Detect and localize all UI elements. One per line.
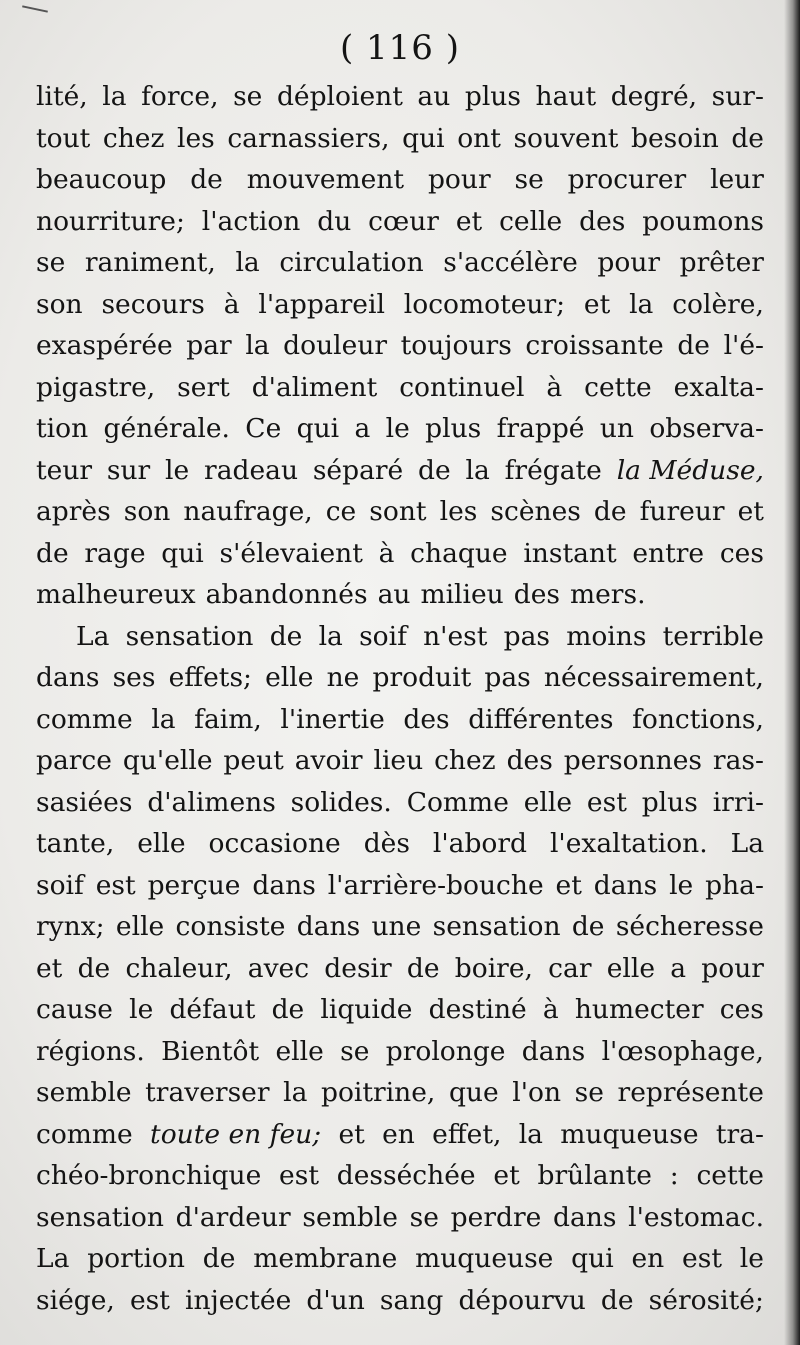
word: sur-: [711, 81, 764, 112]
text-line: [36, 201, 764, 243]
word: perçue: [147, 869, 241, 901]
word: chéo-bronchique: [36, 1160, 262, 1191]
word: s'élevaient: [219, 537, 363, 569]
word: ces: [719, 994, 764, 1025]
word: continuel: [399, 371, 525, 403]
word: terrible: [662, 620, 764, 652]
page-spine-shadow: [784, 0, 800, 1345]
word: scènes: [490, 496, 581, 527]
word: pigastre,: [36, 371, 156, 403]
word: carnassiers,: [227, 122, 390, 154]
word: fureur: [639, 496, 725, 527]
word: dans: [553, 1201, 617, 1233]
word: sensation: [432, 911, 561, 942]
word: dans: [593, 869, 658, 901]
word: plus: [464, 81, 521, 112]
text-line: [36, 1238, 764, 1280]
body-text: [36, 76, 764, 1321]
word: desséchée: [336, 1160, 476, 1191]
word: cause: [36, 994, 113, 1025]
word: qu'elle: [122, 745, 213, 776]
word: chez: [102, 122, 165, 154]
word: parce: [36, 745, 112, 776]
word: produit: [372, 662, 472, 693]
word: l'exaltation.: [549, 828, 708, 859]
word: avec: [247, 952, 310, 984]
text-line: [36, 740, 764, 782]
word: à: [546, 371, 563, 403]
word: la: [465, 454, 490, 486]
word: beaucoup: [36, 164, 167, 195]
word: son: [123, 496, 171, 527]
word: tion: [36, 413, 89, 444]
word: la: [151, 703, 176, 735]
word: se: [340, 1035, 370, 1067]
word: est: [279, 1160, 319, 1191]
word: chaleur,: [125, 952, 233, 984]
word: après: [36, 496, 111, 527]
word: nourriture;: [36, 205, 185, 237]
word: des: [403, 703, 450, 735]
word: tra-: [715, 1118, 764, 1150]
word: de: [571, 911, 605, 942]
word: occasione: [208, 828, 341, 859]
word: soif: [36, 869, 84, 901]
word: humecter: [574, 994, 704, 1025]
text-line: [36, 325, 764, 367]
word: la: [318, 620, 343, 652]
text-line: [36, 906, 764, 948]
word: elle: [606, 952, 656, 984]
word: cette: [696, 1160, 764, 1191]
word: de: [271, 994, 305, 1025]
word: destiné: [428, 994, 527, 1025]
word: milieu: [420, 579, 504, 610]
word: observa-: [649, 413, 764, 444]
word: le: [385, 413, 410, 444]
word: raniment,: [84, 247, 216, 278]
word: chaque: [410, 537, 508, 569]
word: la: [235, 247, 260, 278]
word: tout: [36, 122, 91, 154]
word: frégate: [504, 454, 602, 486]
word: ne: [326, 662, 360, 693]
word: locomoteur;: [403, 288, 566, 320]
word: force,: [141, 81, 219, 112]
word: à: [542, 994, 559, 1025]
word: perdre: [450, 1201, 542, 1233]
word: tante,: [36, 828, 115, 859]
word: et: [583, 288, 611, 320]
word: Bientôt: [161, 1035, 260, 1067]
word: dépourvu: [458, 1284, 586, 1316]
word: sur: [106, 454, 151, 486]
word: :: [669, 1160, 679, 1191]
word: radeau: [204, 454, 299, 486]
word: le: [669, 869, 694, 901]
word: se: [409, 1201, 439, 1233]
word: toujours: [400, 330, 512, 361]
word: générale.: [103, 413, 230, 444]
word: à: [378, 537, 395, 569]
word: les: [177, 122, 215, 154]
word: effet,: [432, 1118, 502, 1150]
word: elle: [137, 828, 186, 859]
word: douleur: [283, 330, 388, 361]
word: Comme: [406, 786, 509, 818]
text-line: [36, 1197, 764, 1239]
word: est: [586, 786, 627, 818]
word: muqueuse: [560, 1118, 699, 1150]
word: s'accélère: [443, 247, 578, 278]
text-line: [36, 491, 764, 533]
word: est: [95, 869, 136, 901]
word: la: [629, 288, 654, 320]
word: en: [382, 1118, 415, 1150]
word: l'estomac.: [628, 1201, 764, 1233]
word: une: [371, 911, 422, 942]
text-line: [36, 1155, 764, 1197]
word: abandonnés: [205, 579, 368, 610]
word: toute en feu;: [150, 1118, 322, 1150]
word: l'abord: [432, 828, 527, 859]
word: de: [731, 122, 764, 154]
word: qui: [161, 537, 204, 569]
word: se: [514, 164, 544, 195]
text-line: [36, 284, 764, 326]
word: d'aliment: [251, 371, 378, 403]
word: teur: [36, 454, 93, 486]
word: déploient: [276, 81, 403, 112]
text-line: [36, 782, 764, 824]
word: malheureux: [36, 579, 196, 610]
word: au: [417, 81, 451, 112]
word: la Méduse,: [616, 454, 764, 486]
word: l'on: [512, 1077, 562, 1108]
word: la: [102, 81, 127, 112]
word: irri-: [712, 786, 764, 818]
word: car: [548, 952, 592, 984]
word: séparé: [312, 454, 404, 486]
word: sont: [369, 496, 427, 527]
word: et: [493, 1160, 520, 1191]
word: degré,: [610, 81, 698, 112]
word: son: [36, 288, 83, 320]
word: que: [448, 1077, 499, 1108]
word: leur: [710, 164, 764, 195]
word: pour: [597, 247, 661, 278]
word: d'alimens: [147, 786, 276, 818]
word: le: [165, 454, 190, 486]
word: prolonge: [385, 1035, 506, 1067]
word: un: [599, 413, 634, 444]
word: représente: [617, 1077, 764, 1108]
word: le: [129, 994, 154, 1025]
word: celle: [499, 205, 563, 237]
text-line: [36, 948, 764, 990]
word: elle: [275, 1035, 324, 1067]
word: régions.: [36, 1035, 145, 1067]
word: croissante: [525, 330, 664, 361]
word: boire,: [454, 952, 533, 984]
ink-mark: [22, 5, 48, 12]
word: sensation: [36, 1201, 164, 1233]
word: défaut: [169, 994, 256, 1025]
word: elle: [265, 662, 314, 693]
word: comme: [36, 703, 133, 735]
word: souvent: [513, 122, 619, 154]
word: brûlante: [537, 1160, 652, 1191]
word: sasiées: [36, 786, 133, 818]
word: l'é-: [723, 330, 764, 361]
word: lité,: [36, 81, 88, 112]
word: à: [223, 288, 240, 320]
word: procurer: [567, 164, 687, 195]
word: de: [77, 952, 111, 984]
word: de: [36, 537, 69, 569]
word: ras-: [712, 745, 764, 776]
word: n'est: [423, 620, 488, 652]
word: moins: [566, 620, 647, 652]
word: se: [574, 1077, 604, 1108]
word: exaspérée: [36, 330, 173, 361]
text-line: [36, 1072, 764, 1114]
word: lieu: [373, 745, 424, 776]
word: en: [631, 1243, 665, 1274]
word: ont: [457, 122, 501, 154]
word: et: [455, 205, 483, 237]
word: les: [439, 496, 478, 527]
word: semble: [36, 1077, 132, 1108]
word: Ce: [245, 413, 282, 444]
word: est: [129, 1284, 170, 1316]
word: sécheresse: [615, 911, 764, 942]
word: qui: [402, 122, 445, 154]
word: elle: [115, 911, 165, 942]
word: pour: [427, 164, 491, 195]
word: de: [190, 164, 223, 195]
word: d'un: [306, 1284, 365, 1316]
word: de: [677, 330, 710, 361]
word: sensation: [125, 620, 254, 652]
text-line: [36, 408, 764, 450]
word: de: [600, 1284, 634, 1316]
word: exalta-: [673, 371, 764, 403]
word: mers.: [570, 579, 646, 610]
word: comme: [36, 1118, 133, 1150]
word: ce: [325, 496, 357, 527]
word: instant: [523, 537, 617, 569]
text-line: [36, 159, 764, 201]
word: est: [682, 1243, 722, 1274]
word: secours: [101, 288, 205, 320]
word: dans: [296, 911, 361, 942]
text-line: [36, 450, 764, 492]
word: la: [518, 1118, 543, 1150]
word: liquide: [320, 994, 413, 1025]
word: qui: [571, 1243, 614, 1274]
word: La: [36, 1243, 70, 1274]
word: dès: [363, 828, 410, 859]
word: prêter: [679, 247, 764, 278]
word: et: [737, 496, 764, 527]
word: de: [269, 620, 303, 652]
word: la: [283, 1077, 308, 1108]
word: l'arrière-bouche: [327, 869, 544, 901]
word: sérosité;: [648, 1284, 764, 1316]
word: poumons: [642, 205, 764, 237]
text-line: [36, 76, 764, 118]
word: peut: [223, 745, 284, 776]
text-line: [36, 989, 764, 1031]
text-line: [36, 1031, 764, 1073]
word: entre: [632, 537, 705, 569]
word: l'appareil: [258, 288, 385, 320]
text-line: [36, 823, 764, 865]
word: qui: [296, 413, 340, 444]
text-line: [36, 574, 764, 616]
text-line: [36, 1280, 764, 1322]
word: a: [670, 952, 687, 984]
word: des: [513, 579, 560, 610]
word: dans: [36, 662, 100, 693]
word: sert: [177, 371, 230, 403]
text-line: [36, 699, 764, 741]
word: circulation: [279, 247, 424, 278]
word: avoir: [294, 745, 363, 776]
word: l'œsophage,: [601, 1035, 764, 1067]
word: besoin: [631, 122, 719, 154]
text-line: [36, 118, 764, 160]
text-line: [36, 533, 764, 575]
word: personnes: [563, 745, 703, 776]
word: pha-: [705, 869, 764, 901]
word: semble: [302, 1201, 398, 1233]
word: injectée: [184, 1284, 292, 1316]
word: mouvement: [246, 164, 405, 195]
word: la: [245, 330, 270, 361]
word: et: [555, 869, 582, 901]
word: nécessairement,: [543, 662, 764, 693]
word: dans: [252, 869, 316, 901]
word: consiste: [175, 911, 286, 942]
text-line: [36, 1114, 764, 1156]
word: La: [730, 828, 764, 859]
page-number: ( 116 ): [339, 28, 461, 68]
word: faim,: [194, 703, 262, 735]
word: du: [317, 205, 352, 237]
word: effets;: [168, 662, 252, 693]
text-line: [36, 616, 764, 658]
word: des: [506, 745, 553, 776]
text-line: [36, 865, 764, 907]
word: cette: [584, 371, 652, 403]
word: solides.: [290, 786, 392, 818]
word: d'ardeur: [175, 1201, 291, 1233]
word: de: [202, 1243, 236, 1274]
word: différentes: [468, 703, 614, 735]
word: portion: [87, 1243, 185, 1274]
word: cœur: [368, 205, 439, 237]
word: frappé: [496, 413, 585, 444]
word: elle: [523, 786, 573, 818]
word: au: [377, 579, 411, 610]
word: sang: [379, 1284, 444, 1316]
word: haut: [535, 81, 597, 112]
word: l'action: [201, 205, 301, 237]
word: et: [338, 1118, 365, 1150]
word: poitrine,: [321, 1077, 436, 1108]
word: de: [418, 454, 451, 486]
text-line: [36, 367, 764, 409]
word: pas: [503, 620, 550, 652]
word: plus: [425, 413, 482, 444]
word: ses: [112, 662, 156, 693]
word: colère,: [672, 288, 764, 320]
word: par: [186, 330, 232, 361]
word: soif: [359, 620, 407, 652]
word: et: [36, 952, 63, 984]
word: de: [593, 496, 627, 527]
word: ces: [719, 537, 764, 569]
word: de: [406, 952, 440, 984]
word: membrane: [253, 1243, 398, 1274]
word: rynx;: [36, 911, 105, 942]
word: pas: [484, 662, 531, 693]
word: traverser: [145, 1077, 270, 1108]
word: rage: [84, 537, 146, 569]
word: siége,: [36, 1284, 115, 1316]
word: desir: [324, 952, 392, 984]
word: l'inertie: [280, 703, 385, 735]
word: se: [36, 247, 66, 278]
word: pour: [701, 952, 764, 984]
word: dans: [521, 1035, 586, 1067]
word: muqueuse: [415, 1243, 554, 1274]
word: fonctions,: [632, 703, 764, 735]
text-line: [36, 657, 764, 699]
word: naufrage,: [183, 496, 313, 527]
word: La: [76, 620, 110, 652]
word: se: [233, 81, 263, 112]
word: des: [579, 205, 626, 237]
word: le: [739, 1243, 764, 1274]
word: plus: [641, 786, 698, 818]
word: chez: [434, 745, 496, 776]
word: a: [354, 413, 371, 444]
text-line: [36, 242, 764, 284]
